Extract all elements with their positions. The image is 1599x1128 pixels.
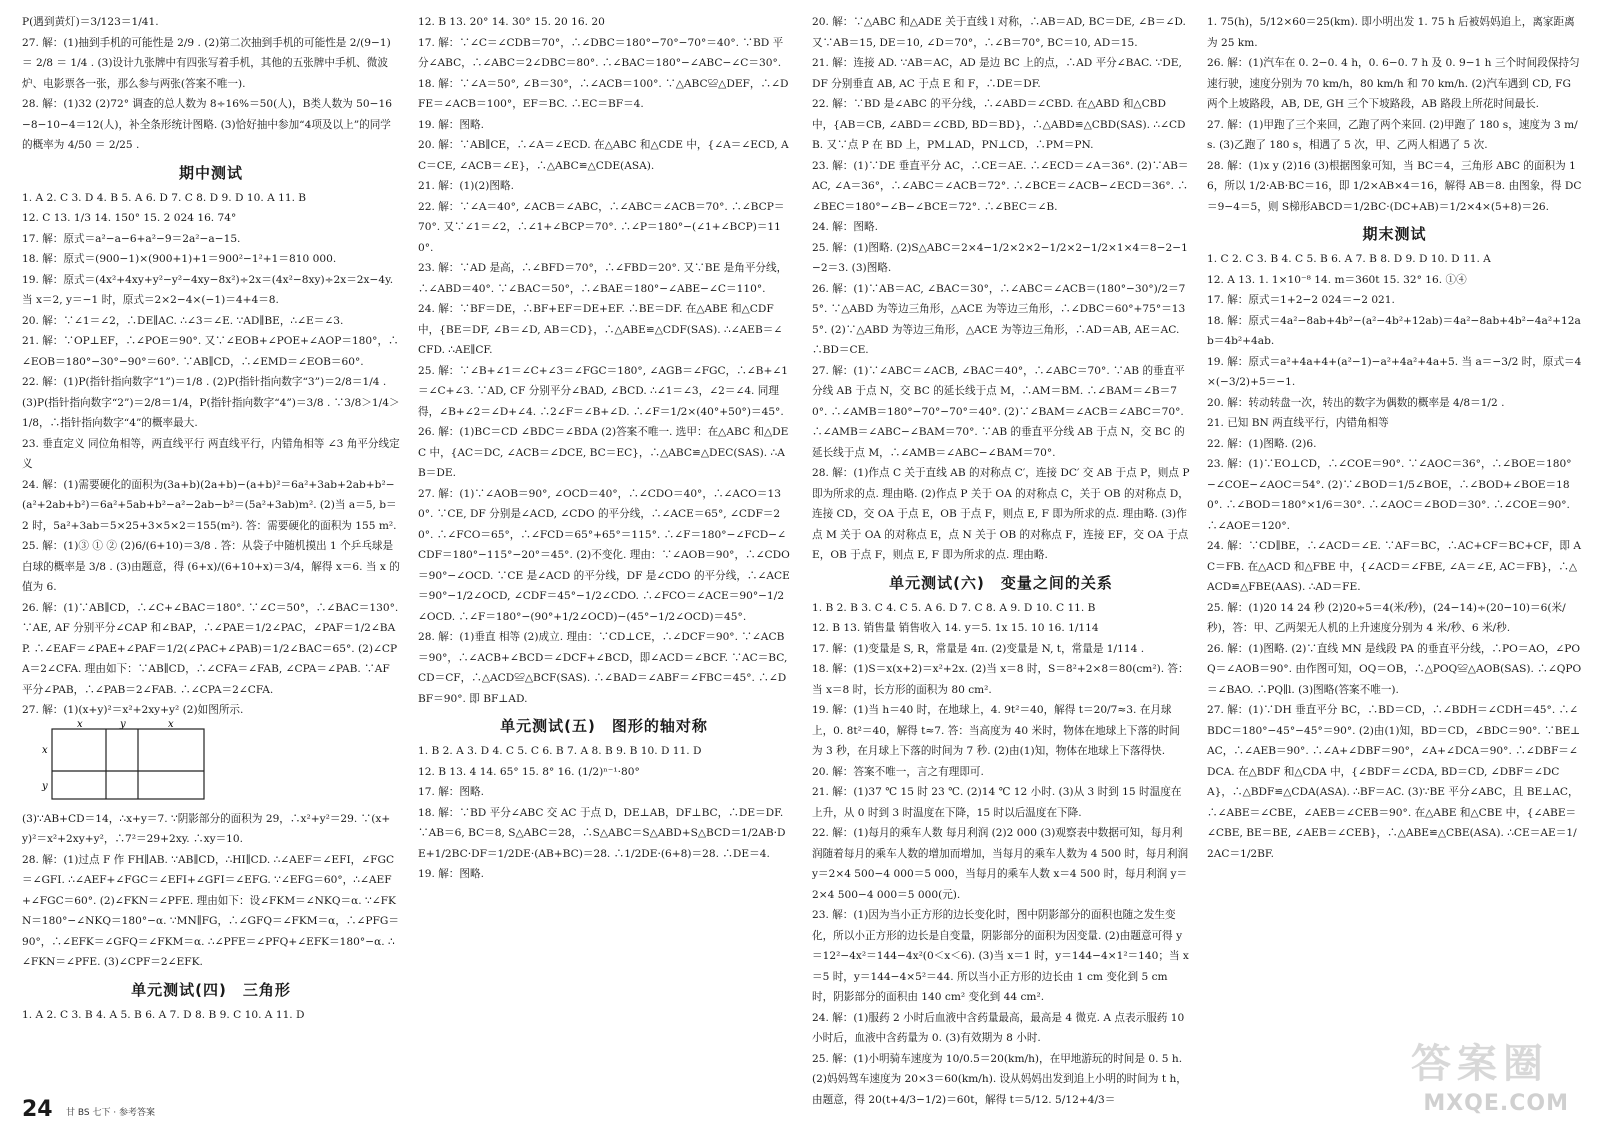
answer-line: 22. 解：(1)图略. (2)6. (1207, 437, 1317, 450)
column-3 (812, 12, 1190, 1106)
answer-line: 12. A 13. 1. 1×10⁻⁸ 14. m＝360t 15. 32° 16. ①④ (1207, 273, 1467, 286)
answer-line: 18. 解：∵∠A＝50°, ∠B＝30°，∴∠ACB＝100°. ∵△ABC≌△DEF，∴∠DFE＝∠ACB＝100°，EF＝BC. ∴EC＝BF＝4. (418, 77, 789, 110)
answer-line: 22. 解：∵BD 是∠ABC 的平分线，∴∠ABD＝∠CBD. 在△ABD 和△CBD 中，{AB＝CB, ∠ABD＝∠CBD, BD＝BD}，∴△ABD≌△CBD(SAS). ∴∠CDB. 又∵点 P 在 BD 上，PM⊥AD，PN⊥CD，∴PM＝PN. (812, 98, 1186, 151)
answer-line: 28. 解：(1)作点 C 关于直线 AB 的对称点 C′，连接 DC′ 交 AB 于点 P，则点 P 即为所求的点. 理由略. (2)作点 P 关于 OA 的对称点 C，关于 OB 的对称点 D，连接 CD，交 OA 于点 E，OB 于点 F，则点 E, F 即为所求的点. 理由略. (3)作点 M 关于 OA 的对称点 E，点 N 关于 OB 的对称点 F，连接 EF，交 OA 于点 E，OB 于点 F，则点 E, F 即为所求的点. 理由略. (812, 467, 1190, 561)
heading-midterm: 期中测试 (178, 163, 243, 182)
answer-line: 1. A 2. C 3. D 4. B 5. A 6. D 7. C 8. D 9. D 10. A 11. B (22, 191, 307, 204)
answer-line: 22. 解：(1)每月的乘车人数 每月利润 (2)2 000 (3)观察表中数据可知，每月利润随着每月的乘车人数的增加而增加，当每月的乘车人数为 4 500 时，每月利润 y＝2×4 500−4 000＝5 000，当每月的乘车人数 x＝4 500 时，每月利润 y＝2×4 500−4 000＝5 000(元). (812, 827, 1189, 901)
answer-line: 24. 解：(1)需要硬化的面积为(3a+b)(2a+b)−(a+b)²＝6a²+3ab+2ab+b²−(a²+2ab+b²)＝6a²+5ab+b²−a²−2ab−b²＝(5a²+3ab)m². (2)当 a＝5, b＝2 时，5a²+3ab＝5×25+3×5×2＝155(m²). 答：需要硬化的面积为 155 m². (22, 478, 397, 532)
grid-label-x3: x (42, 744, 48, 756)
grid-label-y2: y (42, 780, 48, 792)
answer-line: 24. 解：∵CD∥BE，∴∠ACD＝∠E. ∵AF＝BC，∴AC+CF＝BC+CF，即 AC＝FB. 在△ACD 和△FBE 中，{∠ACD＝∠FBE, ∠A＝∠E, AC＝FB}，∴△ACD≌△FBE(AAS). ∴AD＝FE. (1207, 540, 1582, 593)
answer-line: 12. C 13. 1/3 14. 150° 15. 2 024 16. 74° (22, 212, 237, 224)
answer-line: 12. B 13. 20° 14. 30° 15. 20 16. 20 (418, 16, 605, 28)
answer-line: 20. 解：转动转盘一次，转出的数字为偶数的概率是 4/8＝1/2 . (1207, 396, 1505, 409)
answer-line: 26. 解：(1)汽车在 0. 2−0. 4 h，0. 6−0. 7 h 及 0. 9−1 h 三个时间段保持匀速行驶，速度分别为 70 km/h，80 km/h 和 70 km/h. (2)汽车遇到 CD, FG 两个上坡路段，AB, DE, GH 三个下坡路段，AB 路段上所花时间最长. (1207, 57, 1580, 110)
answer-line: 19. 解：图略. (418, 118, 484, 131)
col3-section-a (812, 12, 1190, 566)
answer-line: 17. 解：图略. (418, 786, 484, 798)
answer-line: 19. 解：原式＝a²+4a+4+(a²−1)−a²+4a²+4a+5. 当 a＝−3/2 时，原式＝4×(−3/2)+5＝−1. (1207, 355, 1582, 388)
answer-line: 12. B 13. 4 14. 65° 15. 8° 16. (1/2)ⁿ⁻¹·80° (418, 765, 640, 778)
answer-line: 18. 解：原式＝4a²−8ab+4b²−(a²−4b²+12ab)＝4a²−8ab+4b²−4a²+12ab＝4b²+4ab. (1207, 314, 1581, 347)
answer-line: 18. 解：(1)S＝x(x+2)＝x²+2x. (2)当 x＝8 时，S＝8²+2×8＝80(cm²). 答：当 x＝8 时，长方形的面积为 80 cm². (812, 663, 1189, 696)
heading-unit-test-5: 单元测试(五) 图形的轴对称 (500, 717, 708, 735)
answer-line: 22. 解：(1)P(指针指向数字“1”)＝1/8 . (2)P(指针指向数字“3”)＝2/8＝1/4 . (3)P(指针指向数字“2”)＝2/8＝1/4，P(指针指向数字“4”)＝3/8 . ∵3/8＞1/4＞1/8，∴指针指向数字“4”的概率最大. (22, 376, 400, 429)
answer-line: 20. 解：答案不唯一，言之有理即可. (812, 765, 984, 778)
answer-line: 27. 解：(1)(x+y)²＝x²+2xy+y² (2)如图所示. (22, 704, 244, 716)
col2-section-a (418, 12, 790, 709)
grid-label-x1: x (77, 718, 83, 730)
answer-line: 28. 解：(1)过点 F 作 FH∥AB. ∵AB∥CD，∴HI∥CD. ∴∠AEF＝∠EFI，∠FGC＝∠GFI. ∴∠AEF+∠FGC＝∠EFI+∠GFI＝∠EFG. ∵∠EFG＝60°，∴∠AEF+∠FGC＝60°. (2)∠FKN＝∠PFE. 理由如下：设∠FKM＝∠NKQ＝α. ∵∠FKN＝180°−∠NKQ＝180°−α. ∵MN∥FG，∴∠GFQ＝∠FKM＝α，∴∠PFG＝90°，∴∠EFK＝∠GFQ＝∠FKM＝α. ∴∠PFE＝∠PFQ+∠EFK＝180°−α. ∴∠FKN＝∠PFE. (3)∠CPF＝2∠EFK. (22, 853, 399, 968)
answer-line: 25. 解：(1)③ ① ② (2)6/(6+10)＝3/8 . 答：从袋子中随机摸出 1 个乒乓球是白球的概率是 3/8 . (3)由题意，得 (6+x)/(6+10+x)＝3/4，解得 x＝6. 当 x 的值为 6. (22, 540, 400, 593)
answer-line: 20. 解：∵∠1＝∠2，∴DE∥AC. ∴∠3＝∠E. ∵AD∥BE，∴∠E＝∠3. (22, 314, 344, 327)
answer-line: 24. 解：(1)服药 2 小时后血液中含药量最高，最高是 4 微克. A 点表示服药 10 小时后，血液中含药量为 0. (3)有效期为 8 小时. (812, 1011, 1185, 1044)
grid-figure-svg (22, 718, 222, 807)
answer-line: 23. 解：(1)∵DE 垂直平分 AC，∴CE＝AE. ∴∠ECD＝∠A＝36°. (2)∵AB＝AC, ∠A＝36°，∴∠ABC＝∠ACB＝72°. ∴∠BCE＝∠ACB−∠ECD＝36°. ∴∠BEC＝180°−∠B−∠BCE＝72°. ∴∠BEC＝∠B. (812, 159, 1189, 213)
answer-line: 26. 解：(1)图略. (2)∵直线 MN 是线段 PA 的垂直平分线，∴PO＝AO，∠POQ＝∠AOB＝90°. 由作图可知，OQ＝OB，∴△POQ≌△AOB(SAS). ∴∠QPO＝∠BAO. ∴PQ∥l. (3)图略(答案不唯一). (1207, 642, 1582, 696)
answer-line: 23. 解：(1)因为当小正方形的边长变化时，图中阴影部分的面积也随之发生变化，所以小正方形的边长是自变量，阴影部分的面积为因变量. (2)由题意可得 y＝12²−4x²＝144−4x²(0＜x＜6). (3)当 x＝1 时，y＝144−4×1²＝140；当 x＝5 时，y＝144−4×5²＝44. 所以当小正方形的边长由 1 cm 变化到 5 cm 时，阴影部分的面积由 140 cm² 变化到 44 cm². (812, 909, 1189, 1003)
answer-line: 23. 解：(1)∵EO⊥CD，∴∠COE＝90°. ∵∠AOC＝36°，∴∠BOE＝180°−∠COE−∠AOC＝54°. (2)∵∠BOD＝1/5∠BOE，∴∠BOD+∠BOE＝180°. ∴∠BOD＝180°×1/6＝30°. ∴∠AOC＝∠BOD＝30°. ∴∠COE＝90°. ∴∠AOE＝120°. (1207, 458, 1572, 532)
footer-label: 甘 BS 七下 · 参考答案 (66, 1108, 156, 1118)
answer-line: 1. A 2. C 3. B 4. A 5. B 6. A 7. D 8. B 9. C 10. A 11. D (22, 1008, 305, 1021)
answer-line: 17. 解：原式＝1+2−2 024＝−2 021. (1207, 294, 1395, 306)
answer-line: 18. 解：∵BD 平分∠ABC 交 AC 于点 D，DE⊥AB，DF⊥BC，∴DE＝DF. ∵AB＝6, BC＝8, S△ABC＝28，∴S△ABC＝S△ABD+S△BCD＝1/2AB·DE+1/2BC·DF＝1/2DE·(AB+BC)＝28. ∴1/2DE·(6+8)＝28. ∴DE＝4. (418, 806, 786, 860)
answer-line: 17. 解：(1)变量是 S, R，常量是 4π. (2)变量是 N, t，常量是 1/114 . (812, 642, 1145, 655)
answer-line: 19. 解：图略. (418, 868, 484, 880)
answer-line: 12. B 13. 销售量 销售收入 14. y＝5. 1x 15. 10 16. 1/114 (812, 622, 1099, 634)
col1-section-a (22, 12, 400, 156)
answer-line: 26. 解：(1)∵AB＝AC, ∠BAC＝30°，∴∠ABC＝∠ACB＝(180°−30°)/2＝75°. ∵△ABD 为等边三角形，△ACE 为等边三角形，∴∠DBC＝60°+75°＝135°. (2)∵△ABD 为等边三角形，△ACE 为等边三角形，∴AD＝AB, AE＝AC. ∴BD＝CE. (812, 282, 1186, 356)
answer-line: 25. 解：∵∠B+∠1＝∠C+∠3＝∠FGC＝180°, ∠AGB＝∠FGC，∴∠B+∠1＝∠C+∠3. ∵AD, CF 分别平分∠BAD, ∠BCD. ∴∠1＝∠3，∠2＝∠4. 同理得，∠B+∠2＝∠D+∠4. ∴2∠F＝∠B+∠D. ∴∠F＝1/2×(40°+50°)＝45°. (418, 364, 788, 418)
answer-line: 25. 解：(1)小明骑车速度为 10/0.5＝20(km/h)，在甲地游玩的时间是 0. 5 h. (2)妈妈驾车速度为 20×3＝60(km/h). 设从妈妈出发到追上小明的时间为 t h，由题意，得 20(t+4/3−1/2)＝60t，解得 t＝5/12. 5/12+4/3＝ (812, 1052, 1187, 1106)
answer-line: 19. 解：原式＝(4x²+4xy+y²−y²−4xy−8x²)÷2x＝(4x²−8xy)÷2x＝2x−4y. 当 x＝2, y＝−1 时，原式＝2×2−4×(−1)＝4+4＝8. (22, 273, 394, 306)
col3-section-b (812, 598, 1190, 1111)
watermark-logo (1369, 1026, 1569, 1116)
answer-line: 28. 解：(1)32 (2)72° 调查的总人数为 8÷16%＝50(人)，B类人数为 50−16−8−10−4＝12(人)，补全条形统计图略. (3)恰好抽中参加“4项及以上”的同学的概率为 4/50 ＝ 2/25 . (22, 98, 392, 151)
page-number: 24 (22, 1097, 53, 1122)
answer-line: 20. 解：∵△ABC 和△ADE 关于直线 l 对称，∴AB＝AD, BC＝DE, ∠B＝∠D. 又∵AB＝15, DE＝10, ∠D＝70°，∴∠B＝70°, BC＝10, AD＝15. (812, 16, 1186, 49)
answer-line: 25. 解：(1)20 14 24 秒 (2)20÷5＝4(米/秒)，(24−14)÷(20−10)＝6(米/秒)，答：甲、乙两架无人机的上升速度分别为 4 米/秒、6 米/秒. (1207, 601, 1566, 634)
answer-line: (3)∵AB+CD＝14，∴x+y＝7. ∵阴影部分的面积为 29，∴x²+y²＝29. ∵(x+y)²＝x²+2xy+y²，∴7²＝29+2xy. ∴xy＝10. (22, 812, 391, 845)
heading-unit-test-6: 单元测试(六) 变量之间的关系 (889, 573, 1113, 592)
answer-line: 23. 解：∵AD 是高，∴∠BFD＝70°，∴∠FBD＝20°. 又∵BE 是角平分线，∴∠ABD＝40°. ∵∠BAC＝50°，∴∠BAE＝180°−∠ABE−∠C＝110°. (418, 262, 788, 295)
answer-line: 27. 解：(1)∵∠ABC＝∠ACB, ∠BAC＝40°，∴∠ABC＝70°. ∵AB 的垂直平分线 AB 于点 N，交 BC 的延长线于点 M，∴AM＝BM. ∴∠BAM＝∠B＝70°. ∴∠AMB＝180°−70°−70°＝40°. (2)∵∠BAM＝∠ACB＝∠ABC＝70°. ∴∠AMB＝∠ABC−∠BAM＝70°. ∵AB 的垂直平分线 AB 于点 N，交 BC 的延长线于点 M，∴∠AMB＝∠ABC−∠BAM＝70°. (812, 364, 1185, 459)
watermark-top-text: 答案圈 (1411, 1041, 1549, 1087)
answer-line: 23. 垂直定义 同位角相等，两直线平行 两直线平行，内错角相等 ∠3 角平分线定义 (22, 437, 400, 470)
col1-section-c (22, 809, 400, 973)
heading-final-exam: 期末测试 (1362, 225, 1427, 243)
answer-line: 26. 解：(1)BC＝CD ∠BDC＝∠BDA (2)答案不唯一. 选甲：在△ABC 和△DEC 中，{AC＝DC, ∠ACB＝∠DCE, BC＝EC}，∴△ABC≌△DEC(SAS). ∴AB＝DE. (418, 426, 789, 479)
answer-line: 24. 解：∵BF＝DE，∴BF+EF＝DE+EF. ∴BE＝DF. 在△ABE 和△CDF 中，{BE＝DF, ∠B＝∠D, AB＝CD}，∴△ABE≌△CDF(SAS). ∴∠AEB＝∠CFD. ∴AE∥CF. (418, 303, 783, 356)
col1-section-b (22, 188, 400, 721)
answer-line: 20. 解：∵AB∥CE，∴∠A＝∠ECD. 在△ABC 和△CDE 中，{∠A＝∠ECD, AC＝CE, ∠ACB＝∠E}，∴△ABC≌△CDE(ASA). (418, 139, 789, 172)
answer-line: 21. 解：∵OP⊥EF，∴∠POE＝90°. 又∵∠EOB+∠POE+∠AOP＝180°，∴∠EOB＝180°−30°−90°＝60°. ∵AB∥CD，∴∠EMD＝∠EOB＝60°. (22, 335, 399, 368)
watermark-bottom-text: MXQE.COM (1423, 1091, 1569, 1116)
answer-line: 27. 解：(1)抽到手机的可能性是 2/9 . (2)第二次抽到手机的可能性是 2/(9−1) ＝ 2/8 ＝ 1/4 . (3)设计九张牌中有四张写着手机，其他的五张牌中手机、微波炉、电影票各一张，那么参与两张(答案不唯一). (22, 36, 391, 90)
grid-label-y1: y (120, 718, 126, 730)
answer-line: 17. 解：∵∠C＝∠CDB＝70°，∴∠DBC＝180°−70°−70°＝40°. ∵BD 平分∠ABC，∴∠ABC＝2∠DBC＝80°. ∴∠BAC＝180°−∠ABC−∠C＝30°. (418, 36, 784, 69)
answer-line: 1. 75(h)，5/12×60＝25(km). 即小明出发 1. 75 h 后被妈妈追上，离家距离为 25 km. (1207, 16, 1575, 49)
answer-line: 27. 解：(1)∵∠AOB＝90°, ∠OCD＝40°，∴∠CDO＝40°，∴∠ACO＝130°. ∵CE, DF 分别是∠ACD, ∠CDO 的平分线，∴∠ACE＝65°, ∠CDF＝20°. ∴∠FCO＝65°，∴∠FCD＝65°+65°＝115°. ∴∠F＝180°−∠FCD−∠CDF＝180°−115°−20°＝45°. (2)不变化. 理由：∵∠AOB＝90°，∴∠CDO＝90°−∠OCD. ∵CE 是∠ACD 的平分线，DF 是∠CDO 的平分线，∴∠ACE＝90°−1/2∠OCD, ∠CDF＝45°−1/2∠CDO. ∴∠FCO＝∠ACE＝90°−1/2∠OCD. ∴∠F＝180°−(90°+1/2∠OCD)−(45°−1/2∠OCD)＝45°. (418, 487, 790, 623)
col1-section-d (22, 1005, 400, 1026)
answer-line: 28. 解：(1)x y (2)16 (3)根据图象可知，当 BC＝4，三角形 ABC 的面积为 16，所以 1/2·AB·BC＝16，即 1/2×AB×4＝16，解得 AB＝8. 由图象，得 DC＝9−4＝5，则 S梯形ABCD＝1/2BC·(DC+AB)＝1/2×4×(5+8)＝26. (1207, 159, 1582, 213)
answer-line: 28. 解：(1)垂直 相等 (2)成立. 理由：∵CD⊥CE，∴∠DCF＝90°. ∵∠ACB＝90°，∴∠ACB+∠BCD＝∠DCF+∠BCD，即∠ACD＝∠BCF. ∵AC＝BC, CD＝CF，∴△ACD≌△BCF(SAS). ∴∠BAD＝∠ABF＝∠FBC＝45°. ∴∠DBF＝90°. 即 BF⊥AD. (418, 631, 788, 705)
answer-line: P(遇到黄灯)＝3/123＝1/41. (22, 16, 159, 28)
col4-section-b (1207, 249, 1582, 864)
answer-line: 25. 解：(1)图略. (2)S△ABC＝2×4−1/2×2×2−1/2×2−1/2×1×4＝8−2−1−2＝3. (3)图略. (812, 241, 1188, 274)
answer-line: 21. 解：(1)(2)图略. (418, 180, 514, 192)
square-grid-figure (22, 718, 400, 807)
column-4 (1207, 12, 1582, 1088)
answer-line: 27. 解：(1)∵DH 垂直平分 BC，∴BD＝CD，∴∠BDH＝∠CDH＝45°. ∴∠BDC＝180°−45°−45°＝90°. (2)由(1)知，BD＝CD，∠BDC＝90°. ∵BE⊥AC，∴∠AEB＝90°. ∴∠A+∠DBF＝90°，∠A+∠DCA＝90°. ∴∠DBF＝∠DCA. 在△BDF 和△CDA 中，{∠BDF＝∠CDA, BD＝CD, ∠DBF＝∠DCA}，∴△BDF≌△CDA(ASA). ∴BF＝AC. (3)∵BE 平分∠ABC，且 BE⊥AC，∴∠ABE＝∠CBE，∠AEB＝∠CEB＝90°. 在△ABE 和△CBE 中，{∠ABE＝∠CBE, BE＝BE, ∠AEB＝∠CEB}，∴△ABE≌△CBE(ASA). ∴CE＝AE＝1/2AC＝1/2BF. (1207, 704, 1581, 860)
column-1 (22, 12, 400, 1088)
answer-line: 24. 解：图略. (812, 221, 878, 233)
col4-section-a (1207, 12, 1582, 217)
answer-line: 21. 解：(1)37 ℃ 15 时 23 ℃. (2)14 ℃ 12 小时. (3)从 3 时到 15 时温度在上升，从 0 时到 3 时温度在下降，15 时以后温度在下降. (812, 786, 1182, 819)
answer-line: 27. 解：(1)甲跑了三个来回，乙跑了两个来回. (2)甲跑了 180 s，速度为 3 m/s. (3)乙跑了 180 s，相遇了 5 次，甲、乙两人相遇了 5 次. (1207, 118, 1578, 151)
answer-line: 21. 已知 BN 两直线平行，内错角相等 (1207, 417, 1389, 429)
column-2 (418, 12, 790, 1088)
answer-line: 19. 解：(1)当 h＝40 时，在地球上，4. 9t²＝40，解得 t＝20/7≈3. 在月球上，0. 8t²＝40，解得 t≈7. 答：当高度为 40 米时，物体在地球上下落的时间为 3 秒，在月球上下落的时间为 7 秒. (2)由(1)知，物体在地球上下落得快. (812, 704, 1180, 757)
answer-line: 17. 解：原式＝a²−a−6+a²−9＝2a²−a−15. (22, 232, 241, 245)
answer-line: 22. 解：∵∠A＝40°, ∠ACB＝∠ABC，∴∠ABC＝∠ACB＝70°. ∴∠BCP＝70°. 又∵∠1＝∠2，∴∠1+∠BCP＝70°. ∴∠P＝180°−(∠1+∠BCP)＝110°. (418, 200, 785, 254)
answer-line: 26. 解：(1)∵AB∥CD，∴∠C+∠BAC＝180°. ∵∠C＝50°，∴∠BAC＝130°. ∵AE, AF 分别平分∠CAP 和∠BAP，∴∠PAE＝1/2∠PAC，∠PAF＝1/2∠BAP. ∴∠EAF＝∠PAE+∠PAF＝1/2(∠PAC+∠PAB)＝1/2∠BAC＝65°. (2)∠CPA＝2∠CFA. 理由如下：∵AB∥CD，∴∠CFA＝∠FAB, ∠CPA＝∠PAB. ∵AF 平分∠PAB，∴∠PAB＝2∠FAB. ∴∠CPA＝2∠CFA. (22, 601, 399, 696)
answer-line: 21. 解：连接 AD. ∵AB＝AC，AD 是边 BC 上的点，∴AD 平分∠BAC. ∵DE, DF 分别垂直 AB, AC 于点 E 和 F，∴DE＝DF. (812, 57, 1182, 90)
answer-line: 18. 解：原式＝(900−1)×(900+1)+1＝900²−1²+1＝810 000. (22, 253, 337, 265)
answer-line: 1. B 2. B 3. C 4. C 5. A 6. D 7. C 8. A 9. D 10. C 11. B (812, 601, 1096, 614)
answer-line: 1. C 2. C 3. B 4. C 5. B 6. A 7. B 8. D 9. D 10. D 11. A (1207, 253, 1491, 265)
heading-unit-test-4: 单元测试(四) 三角形 (131, 980, 291, 999)
answer-line: 1. B 2. A 3. D 4. C 5. C 6. B 7. A 8. B 9. B 10. D 11. D (418, 745, 702, 757)
grid-label-x2: x (168, 718, 174, 730)
col2-section-b (418, 741, 790, 885)
